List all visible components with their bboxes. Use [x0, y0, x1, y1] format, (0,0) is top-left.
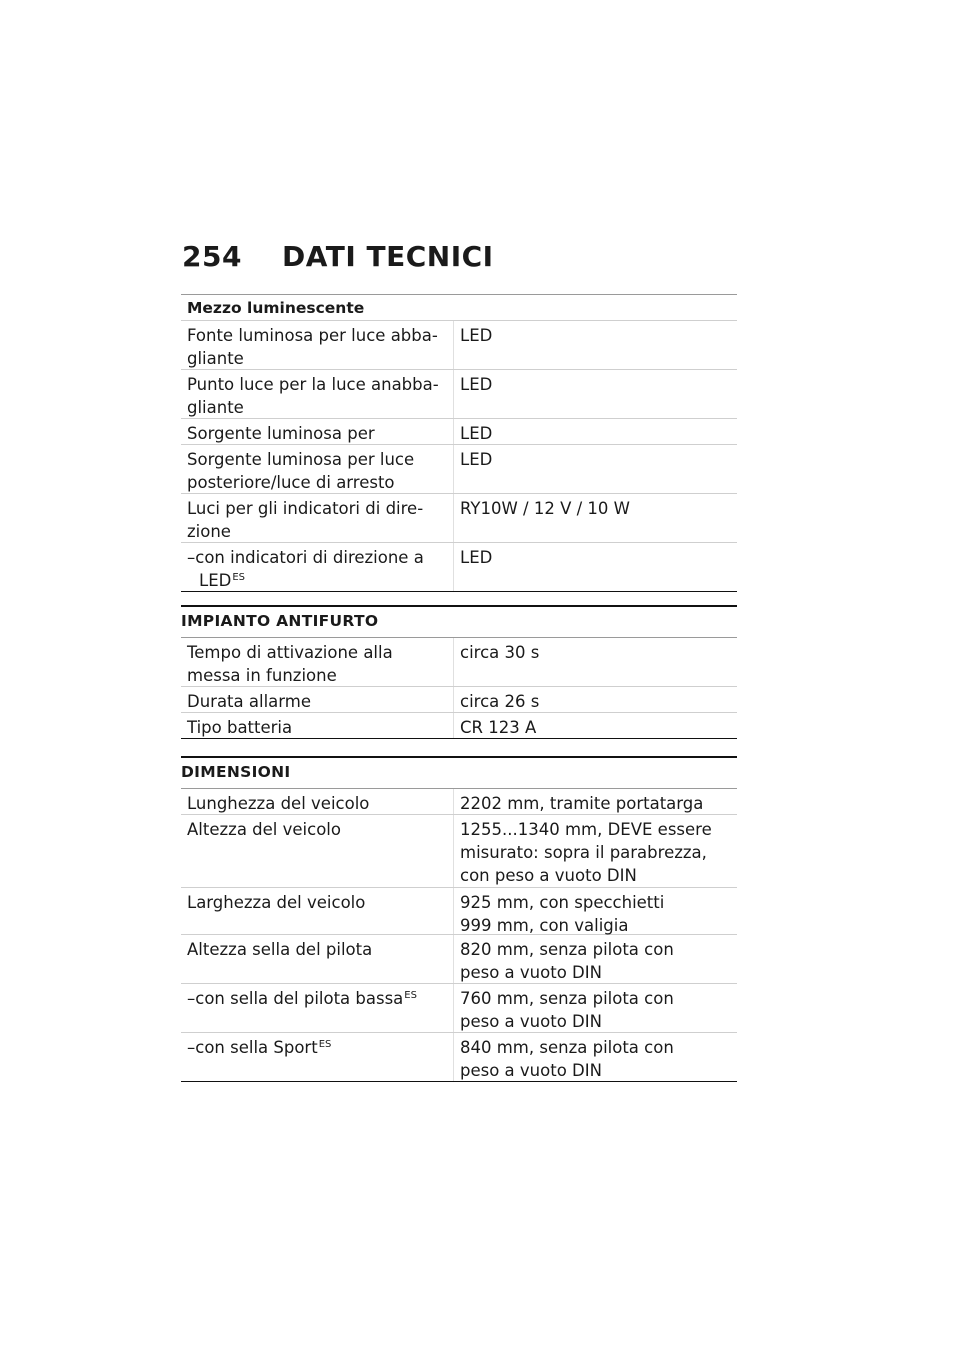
row-value: 925 mm, con specchietti 999 mm, con valigia	[453, 888, 737, 934]
equipment-marker: ES	[318, 1038, 332, 1050]
chapter-title: DATI TECNICI	[282, 240, 494, 273]
row-label-cell	[181, 984, 453, 1032]
table-row	[181, 815, 737, 888]
table-row	[181, 445, 737, 494]
row-label: Luci per gli indicatori di dire- zione	[187, 499, 424, 541]
table-row	[181, 419, 737, 445]
table-row	[181, 888, 737, 935]
table-row	[181, 789, 737, 815]
row-label: Tipo batteria	[187, 718, 293, 737]
row-label: Durata allarme	[187, 692, 311, 711]
dimensions-section	[181, 756, 737, 1082]
table-row	[181, 638, 737, 687]
row-value: CR 123 A	[453, 713, 737, 738]
row-value: LED	[453, 543, 737, 591]
row-value: LED	[453, 370, 737, 418]
antitheft-section	[181, 605, 737, 739]
row-label: –con sella del pilota bassa	[187, 989, 404, 1008]
row-label-cell	[181, 1033, 453, 1081]
row-label: Altezza del veicolo	[187, 820, 341, 839]
row-label: Larghezza del veicolo	[187, 893, 366, 912]
row-value: LED	[453, 321, 737, 369]
row-value: 760 mm, senza pilota con peso a vuoto DIN	[453, 984, 737, 1032]
row-value: LED	[453, 419, 737, 444]
row-value: 820 mm, senza pilota con peso a vuoto DIN	[453, 935, 737, 983]
row-value: circa 30 s	[453, 638, 737, 686]
row-label: Fonte luminosa per luce abba- gliante	[187, 326, 438, 368]
page-header	[182, 240, 494, 280]
table-row	[181, 1033, 737, 1082]
row-value: 840 mm, senza pilota con peso a vuoto DIN	[453, 1033, 737, 1081]
table-row	[181, 935, 737, 984]
row-label: Sorgente luminosa per	[187, 424, 375, 443]
section-title: DIMENSIONI	[181, 756, 737, 789]
row-label: Sorgente luminosa per luce posteriore/luce di arresto	[187, 450, 415, 492]
row-value: 1255...1340 mm, DEVE essere misurato: sopra il parabrezza, con peso a vuoto DIN	[453, 815, 737, 887]
table-row	[181, 494, 737, 543]
page-number: 254	[182, 240, 242, 273]
row-value: circa 26 s	[453, 687, 737, 712]
section-title: IMPIANTO ANTIFURTO	[181, 605, 737, 638]
row-value: RY10W / 12 V / 10 W	[453, 494, 737, 542]
table-row	[181, 984, 737, 1033]
table-row	[181, 687, 737, 713]
table-row	[181, 713, 737, 739]
row-label-cell	[181, 543, 453, 591]
equipment-marker: ES	[232, 571, 245, 583]
equipment-marker: ES	[404, 989, 417, 1001]
row-value: 2202 mm, tramite portatarga	[453, 789, 737, 814]
table-row	[181, 370, 737, 419]
row-label: Tempo di attivazione alla messa in funzione	[187, 643, 393, 685]
lighting-section	[181, 294, 737, 592]
table-row	[181, 543, 737, 592]
row-label: Altezza sella del pilota	[187, 940, 373, 959]
row-label: –con sella Sport	[187, 1038, 318, 1057]
row-value: LED	[453, 445, 737, 493]
row-label: Lunghezza del veicolo	[187, 794, 370, 813]
row-label: Punto luce per la luce anabba- gliante	[187, 375, 439, 417]
section-title: Mezzo luminescente	[181, 294, 737, 321]
row-label: –con indicatori di direzione a LED	[187, 548, 424, 590]
table-row	[181, 321, 737, 370]
